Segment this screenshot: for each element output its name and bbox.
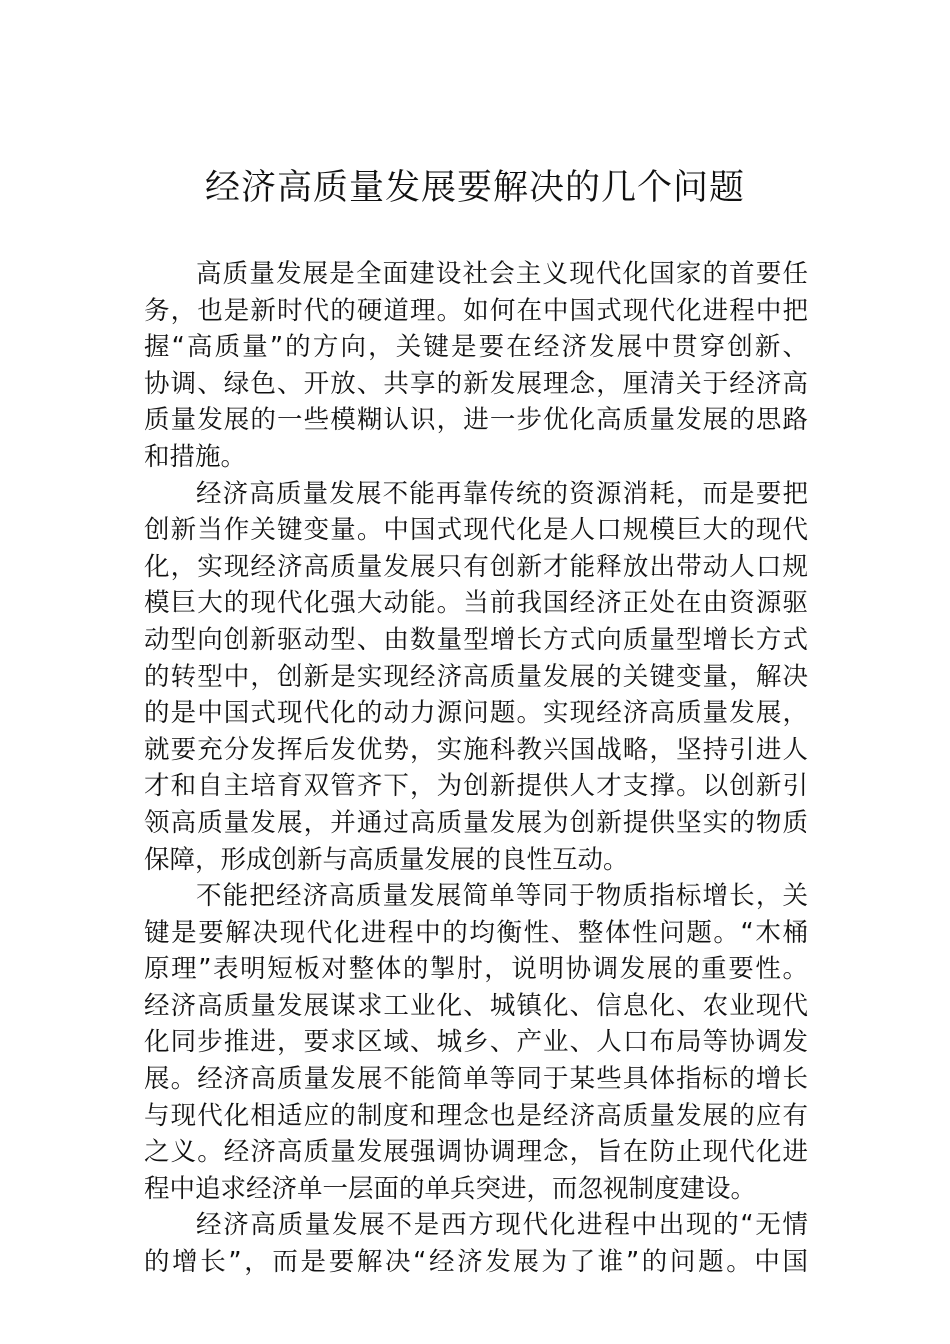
text-line: 才和自主培育双管齐下，为创新提供人才支撑。以创新引 — [144, 771, 808, 802]
text-line: 经济高质量发展不能再靠传统的资源消耗，而是要把 — [196, 478, 808, 509]
text-line: 键是要解决现代化进程中的均衡性、整体性问题。“木桶 — [144, 917, 808, 948]
text-line: 高质量发展是全面建设社会主义现代化国家的首要任 — [196, 259, 808, 289]
text-line: 之义。经济高质量发展强调协调理念，旨在防止现代化进 — [144, 1137, 808, 1168]
text-line: 就要充分发挥后发优势，实施科教兴国战略，坚持引进人 — [144, 734, 808, 765]
document-title: 经济高质量发展要解决的几个问题 — [204, 168, 745, 208]
text-line: 与现代化相适应的制度和理念也是经济高质量发展的应有 — [144, 1100, 808, 1131]
text-line: 经济高质量发展谋求工业化、城镇化、信息化、农业现代 — [144, 990, 808, 1021]
text-line: 化，实现经济高质量发展只有创新才能释放出带动人口规 — [144, 551, 808, 582]
text-line: 经济高质量发展不是西方现代化进程中出现的“无情 — [196, 1210, 808, 1241]
text-line: 和措施。 — [144, 441, 247, 472]
text-line: 的是中国式现代化的动力源问题。实现经济高质量发展， — [144, 698, 808, 729]
text-line: 的转型中，创新是实现经济高质量发展的关键变量，解决 — [144, 661, 808, 692]
text-line: 模巨大的现代化强大动能。当前我国经济正处在由资源驱 — [144, 588, 808, 619]
text-line: 不能把经济高质量发展简单等同于物质指标增长，关 — [196, 881, 808, 912]
text-line: 程中追求经济单一层面的单兵突进，而忽视制度建设。 — [144, 1173, 757, 1204]
text-line: 展。经济高质量发展不能简单等同于某些具体指标的增长 — [144, 1064, 808, 1095]
text-line: 创新当作关键变量。中国式现代化是人口规模巨大的现代 — [144, 515, 808, 546]
text-line: 化同步推进，要求区域、城乡、产业、人口布局等协调发 — [144, 1027, 808, 1058]
text-line: 协调、绿色、开放、共享的新发展理念，厘清关于经济高 — [144, 368, 808, 399]
text-line: 的增长”，而是要解决“经济发展为了谁”的问题。中国 — [144, 1247, 808, 1278]
text-line: 保障，形成创新与高质量发展的良性互动。 — [144, 844, 629, 875]
text-line: 质量发展的一些模糊认识，进一步优化高质量发展的思路 — [144, 405, 808, 436]
text-line: 原理”表明短板对整体的掣肘，说明协调发展的重要性。 — [144, 954, 808, 985]
text-line: 动型向创新驱动型、由数量型增长方式向质量型增长方式 — [144, 624, 808, 655]
document-body — [144, 256, 808, 1281]
text-line: 务，也是新时代的硬道理。如何在中国式现代化进程中把 — [144, 295, 808, 326]
text-line: 握“高质量”的方向，关键是要在经济发展中贯穿创新、 — [144, 332, 808, 363]
text-line: 领高质量发展，并通过高质量发展为创新提供坚实的物质 — [144, 807, 808, 838]
